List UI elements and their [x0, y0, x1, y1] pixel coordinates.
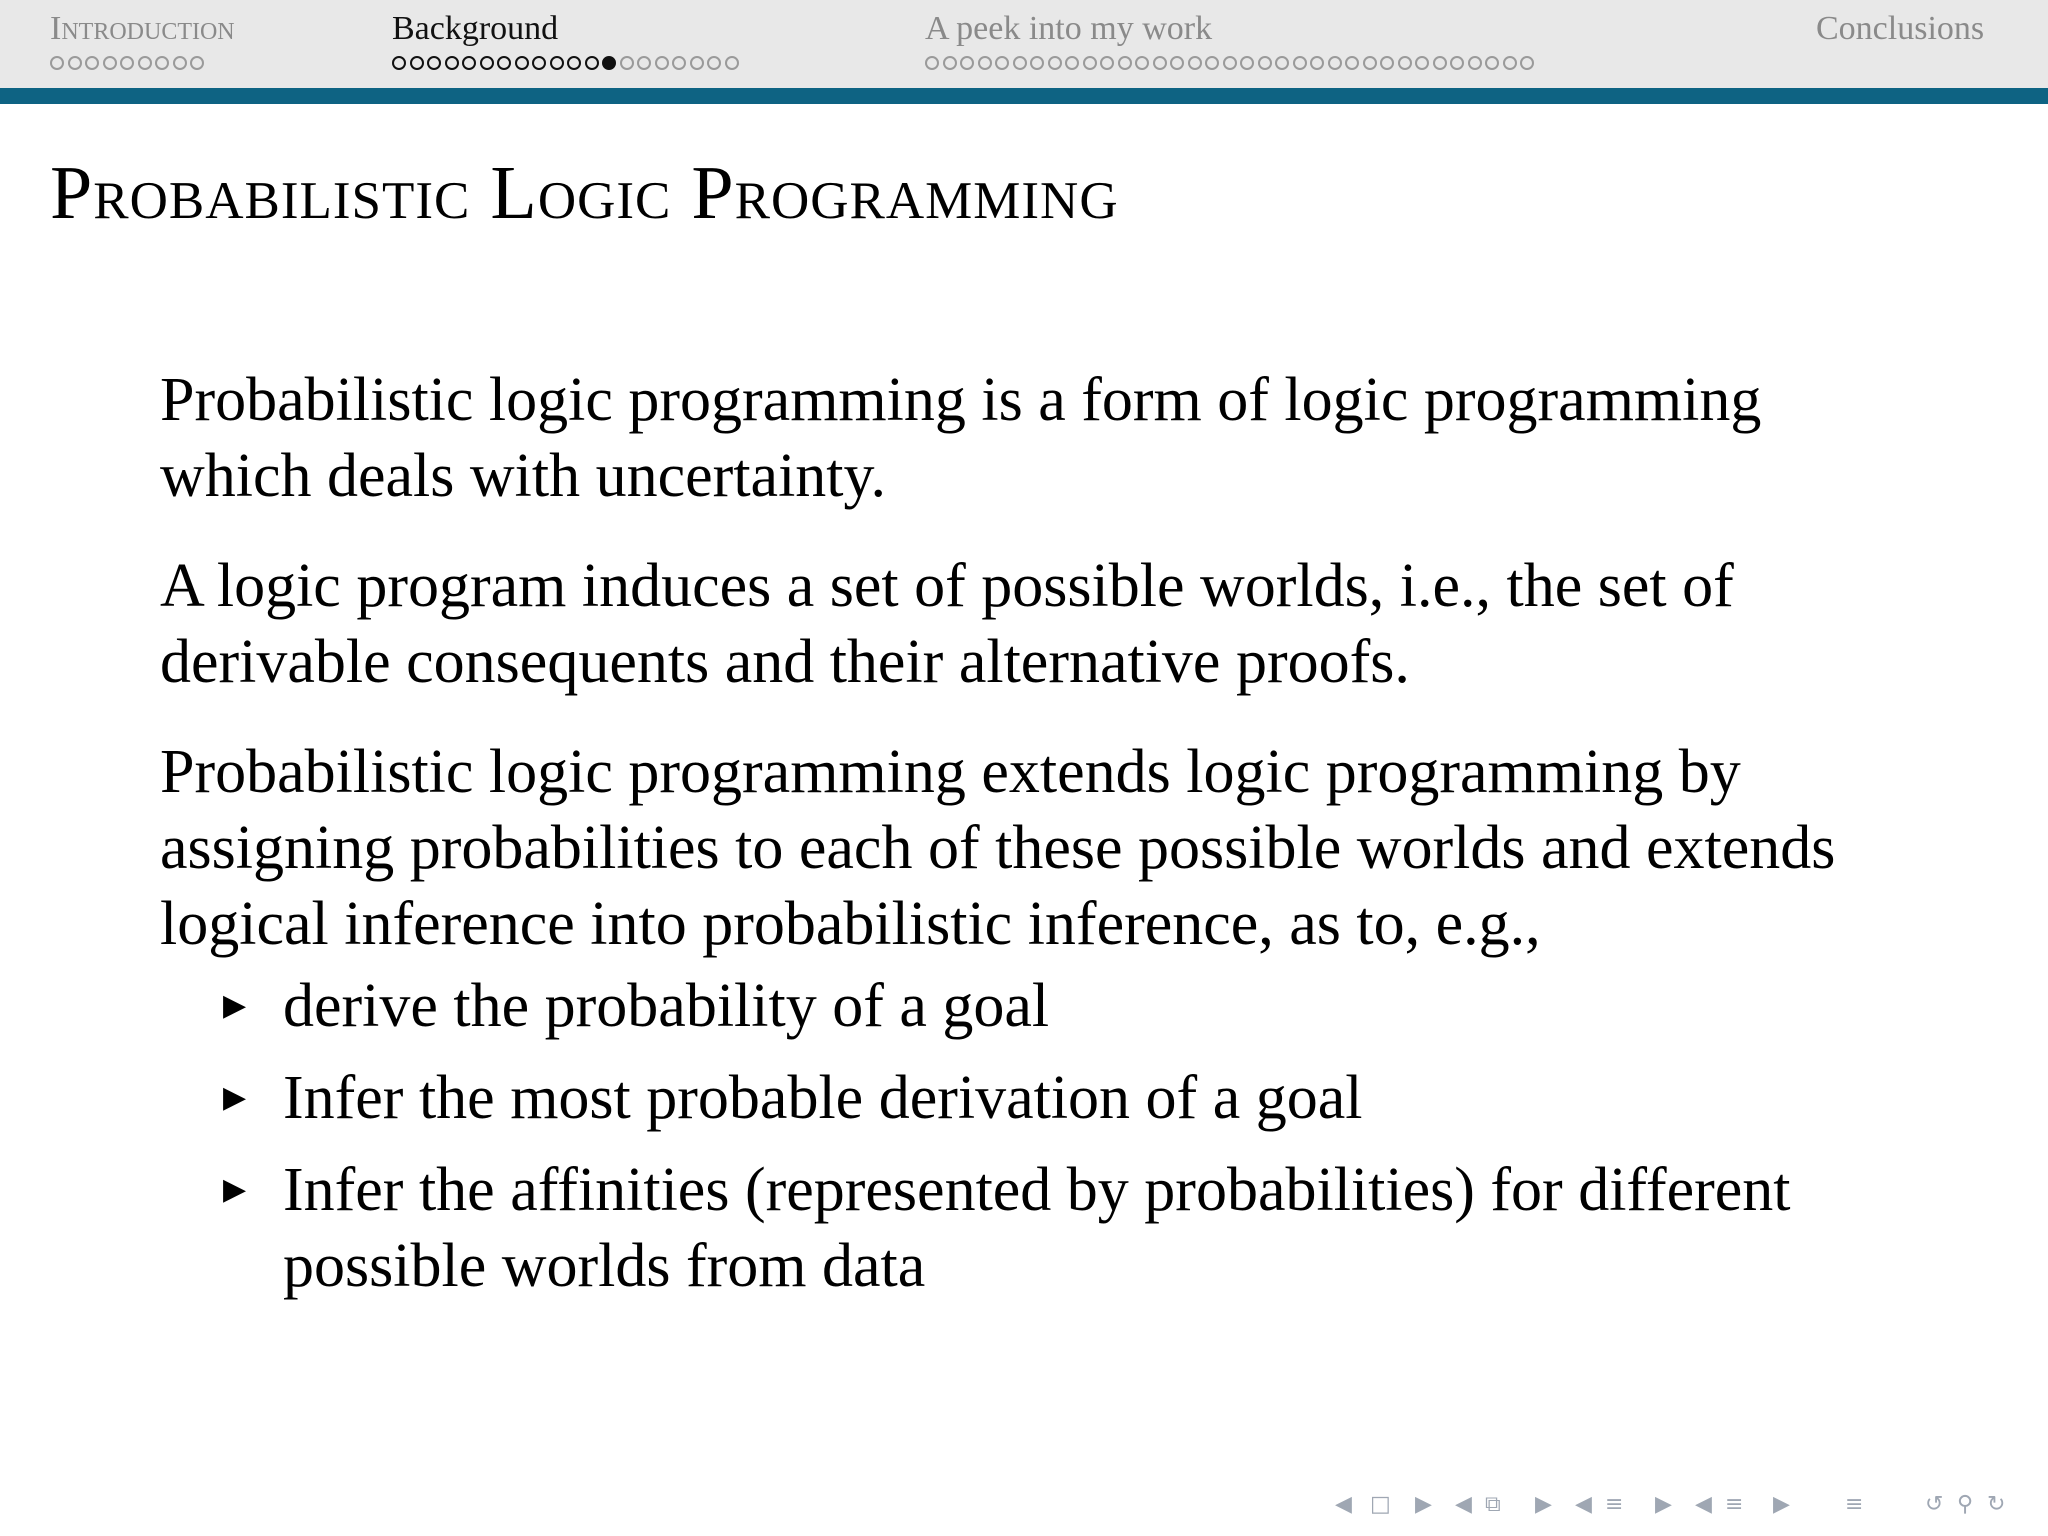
triangle-bullet-icon: ▶: [223, 989, 247, 1022]
frame-dot[interactable]: [1415, 56, 1429, 70]
frame-dot[interactable]: [1013, 56, 1027, 70]
frame-dot[interactable]: [1485, 56, 1499, 70]
frame-dot[interactable]: [1153, 56, 1167, 70]
document-icon[interactable]: ≡: [1725, 1492, 1744, 1517]
frame-dot[interactable]: [1328, 56, 1342, 70]
frame-dot[interactable]: [480, 56, 494, 70]
frame-dot[interactable]: [1048, 56, 1062, 70]
nav-section-label: Conclusions: [1816, 10, 1985, 47]
list-item-text: derive the probability of a goal: [283, 972, 1050, 1040]
frame-dot[interactable]: [1310, 56, 1324, 70]
frame-dot[interactable]: [1520, 56, 1534, 70]
bullet-list: [160, 968, 1920, 1304]
frame-dot[interactable]: [50, 56, 64, 70]
frame-dot[interactable]: [392, 56, 406, 70]
back-icon[interactable]: ↺: [1925, 1492, 1944, 1517]
frame-dot[interactable]: [1205, 56, 1219, 70]
frame-dot[interactable]: [1398, 56, 1412, 70]
nav-frame-dots: [50, 54, 235, 78]
nav-section-label: Background: [392, 10, 559, 47]
navigation-symbols: [1335, 1490, 2035, 1520]
frame-dot[interactable]: [637, 56, 651, 70]
frame-dot[interactable]: [85, 56, 99, 70]
nav-frame-dots: [925, 54, 1212, 78]
arrow-left-icon[interactable]: ◀: [1575, 1492, 1592, 1517]
frame-dot[interactable]: [427, 56, 441, 70]
frame-dot[interactable]: [725, 56, 739, 70]
frame-dot[interactable]: [155, 56, 169, 70]
frame-dot[interactable]: [1188, 56, 1202, 70]
slide-body: [160, 362, 1920, 1320]
list-item-text: Infer the affinities (represented by probabilities) for different possible worlds from data: [283, 1156, 1791, 1300]
frame-dot[interactable]: [138, 56, 152, 70]
list-item: [223, 1152, 1920, 1304]
frame-dot[interactable]: [1030, 56, 1044, 70]
frame-dot[interactable]: [1363, 56, 1377, 70]
frame-dot[interactable]: [550, 56, 564, 70]
frame-dot[interactable]: [1065, 56, 1079, 70]
frame-title: Probabilistic Logic Programming: [50, 151, 1119, 235]
frame-dot[interactable]: [173, 56, 187, 70]
frame-dot[interactable]: [1433, 56, 1447, 70]
subsection-icon[interactable]: ⧉: [1485, 1492, 1501, 1517]
frame-dot[interactable]: [68, 56, 82, 70]
nav-frame-dots: [392, 54, 558, 78]
triangle-bullet-icon: ▶: [223, 1173, 247, 1206]
frame-dot[interactable]: [672, 56, 686, 70]
frame-dot[interactable]: [567, 56, 581, 70]
list-item: [223, 968, 1920, 1044]
frame-dot[interactable]: [995, 56, 1009, 70]
frame-dot[interactable]: [620, 56, 634, 70]
frame-dot[interactable]: [707, 56, 721, 70]
frame-dot[interactable]: [960, 56, 974, 70]
arrow-left-icon[interactable]: ◀: [1335, 1492, 1352, 1517]
list-item: [223, 1060, 1920, 1136]
frame-dot[interactable]: [1223, 56, 1237, 70]
frame-dot[interactable]: [532, 56, 546, 70]
frame-dot[interactable]: [585, 56, 599, 70]
header-rule: [0, 88, 2048, 104]
frame-dot[interactable]: [1170, 56, 1184, 70]
appendix-icon[interactable]: ≡: [1845, 1492, 1864, 1517]
frame-dot[interactable]: [1118, 56, 1132, 70]
frame-dot[interactable]: [1380, 56, 1394, 70]
arrow-right-icon[interactable]: ▶: [1415, 1492, 1432, 1517]
section-icon[interactable]: ≡: [1605, 1492, 1624, 1517]
frame-dot[interactable]: [602, 56, 616, 70]
arrow-right-icon[interactable]: ▶: [1773, 1492, 1790, 1517]
frame-dot[interactable]: [1345, 56, 1359, 70]
frame-dot[interactable]: [655, 56, 669, 70]
frame-icon[interactable]: □: [1370, 1492, 1391, 1517]
frame-dot[interactable]: [120, 56, 134, 70]
forward-icon[interactable]: ↻: [1987, 1492, 2006, 1517]
frame-dot[interactable]: [1083, 56, 1097, 70]
nav-section-label: Introduction: [50, 10, 235, 47]
paragraph: A logic program induces a set of possible worlds, i.e., the set of derivable consequents and their alternative proofs.: [160, 552, 1734, 696]
frame-dot[interactable]: [925, 56, 939, 70]
frame-dot[interactable]: [1275, 56, 1289, 70]
frame-dot[interactable]: [103, 56, 117, 70]
frame-dot[interactable]: [1100, 56, 1114, 70]
paragraph: Probabilistic logic programming extends logic programming by assigning probabilities to each of these possible worlds and extends logical inference into probabilistic inference, as to, e.g.,: [160, 738, 1836, 958]
nav-section-introduction[interactable]: [50, 8, 235, 78]
arrow-left-icon[interactable]: ◀: [1695, 1492, 1712, 1517]
list-item-text: Infer the most probable derivation of a goal: [283, 1064, 1363, 1132]
nav-frame-dots: [1816, 54, 1984, 78]
nav-section-peek-into-work[interactable]: [925, 8, 1212, 78]
frame-dot[interactable]: [1468, 56, 1482, 70]
frame-dot[interactable]: [1258, 56, 1272, 70]
frame-dot[interactable]: [410, 56, 424, 70]
frame-dot[interactable]: [978, 56, 992, 70]
frame-dot[interactable]: [943, 56, 957, 70]
frame-dot[interactable]: [1293, 56, 1307, 70]
frame-dot[interactable]: [462, 56, 476, 70]
navigation-bar: [0, 0, 2048, 88]
search-icon[interactable]: ⚲: [1957, 1492, 1974, 1517]
frame-dot[interactable]: [445, 56, 459, 70]
paragraph: Probabilistic logic programming is a form of logic programming which deals with uncertainty.: [160, 366, 1762, 510]
frame-dot[interactable]: [1450, 56, 1464, 70]
arrow-right-icon[interactable]: ▶: [1535, 1492, 1552, 1517]
triangle-bullet-icon: ▶: [223, 1081, 247, 1114]
arrow-right-icon[interactable]: ▶: [1655, 1492, 1672, 1517]
frame-dot[interactable]: [190, 56, 204, 70]
nav-section-conclusions[interactable]: [1816, 8, 1984, 78]
arrow-left-icon[interactable]: ◀: [1455, 1492, 1472, 1517]
frame-dot[interactable]: [1240, 56, 1254, 70]
frame-dot[interactable]: [1503, 56, 1517, 70]
frame-dot[interactable]: [497, 56, 511, 70]
frame-dot[interactable]: [1135, 56, 1149, 70]
nav-section-background[interactable]: [392, 8, 558, 78]
frame-dot[interactable]: [515, 56, 529, 70]
nav-section-label: A peek into my work: [925, 10, 1213, 47]
frame-dot[interactable]: [690, 56, 704, 70]
